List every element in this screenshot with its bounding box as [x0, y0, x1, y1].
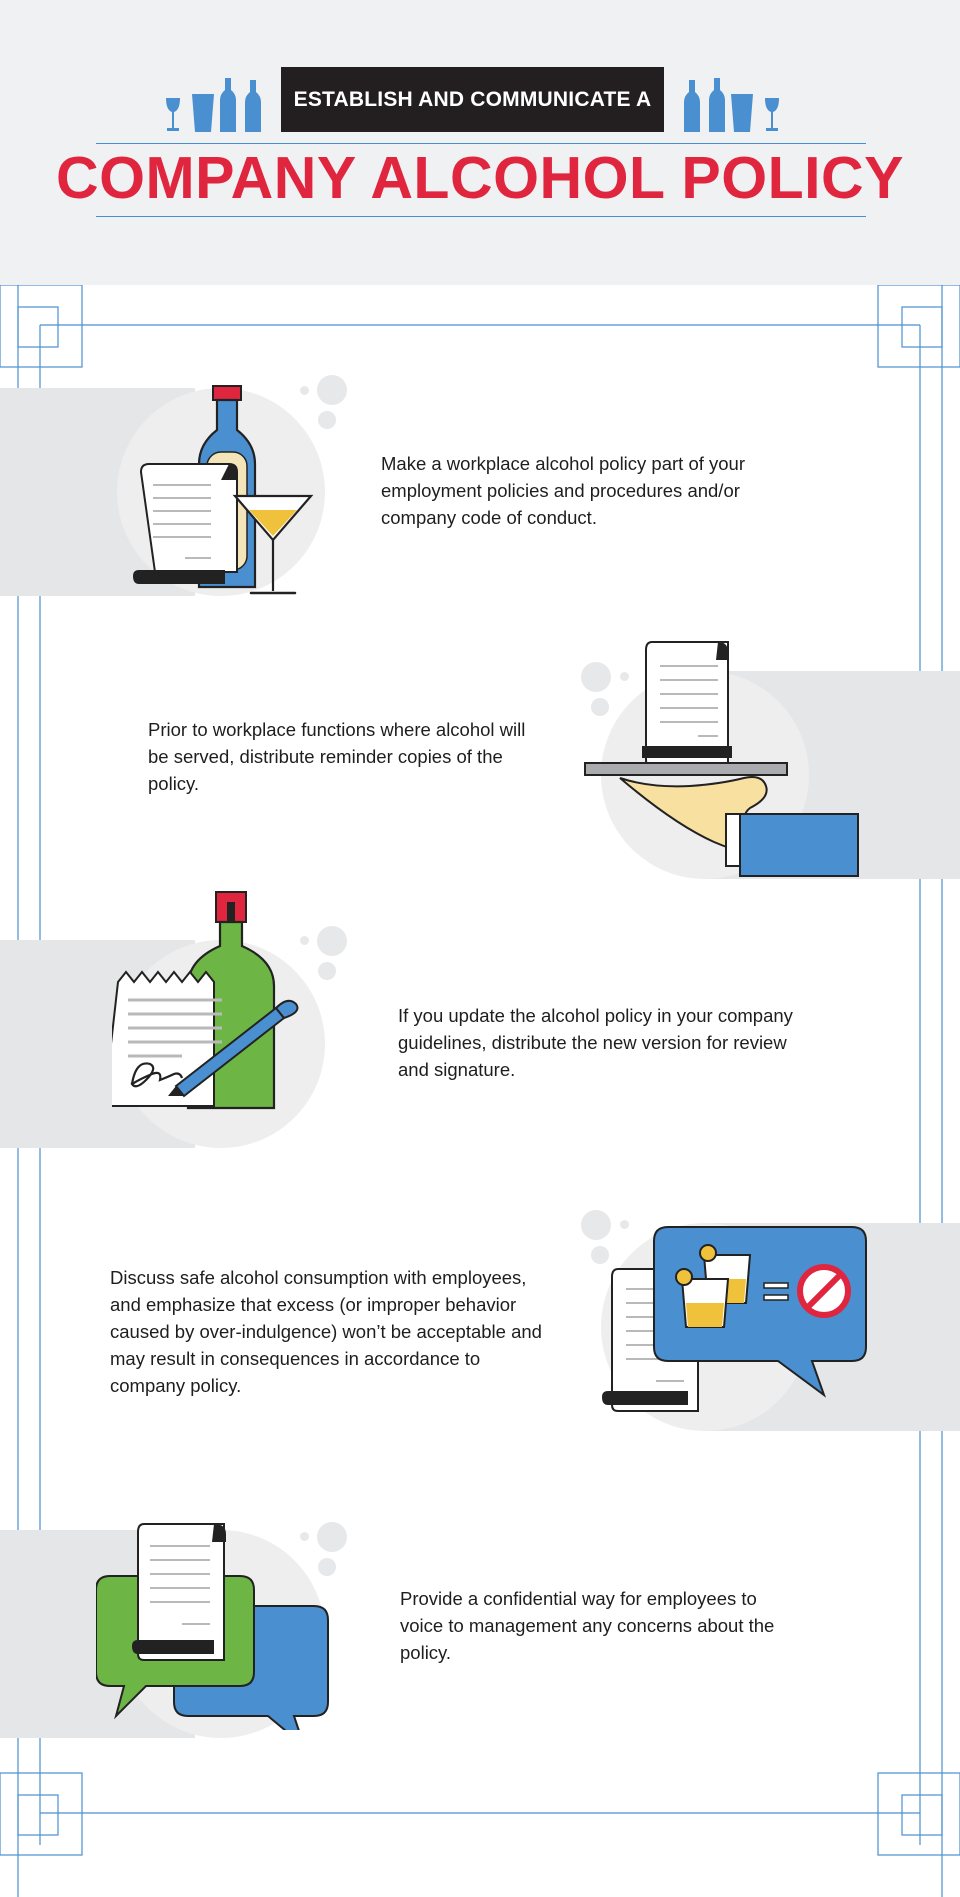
speech-bubbles-icon	[96, 1520, 336, 1730]
section-3-text: If you update the alcohol policy in your company guidelines, distribute the new version for review and signature.	[398, 1005, 793, 1080]
section-1-text: Make a workplace alcohol policy part of your employment policies and procedures and/or company code of conduct.	[381, 453, 746, 528]
bottles-left-icon	[162, 72, 272, 136]
header	[0, 0, 960, 285]
header-rule-bottom	[96, 216, 866, 217]
section-4-text: Discuss safe alcohol consumption with employees, and emphasize that excess (or improper behavior caused by over-indulgence) won’t be acceptable and may result in consequences in accordance to company policy.	[110, 1267, 542, 1396]
bottle-martini-icon	[125, 380, 325, 605]
bottles-right-icon	[673, 72, 783, 136]
policy-signature-icon	[112, 888, 342, 1113]
page-title: COMPANY ALCOHOL POLICY	[56, 145, 904, 211]
no-excess-drinking-icon	[600, 1225, 875, 1415]
section-2-text: Prior to workplace functions where alcohol will be served, distribute reminder copies of the policy.	[148, 719, 526, 794]
section-5-text: Provide a confidential way for employees to voice to management any concerns about the policy.	[400, 1588, 775, 1663]
serving-tray-icon	[580, 636, 865, 881]
header-banner: ESTABLISH AND COMMUNICATE A	[281, 67, 664, 132]
